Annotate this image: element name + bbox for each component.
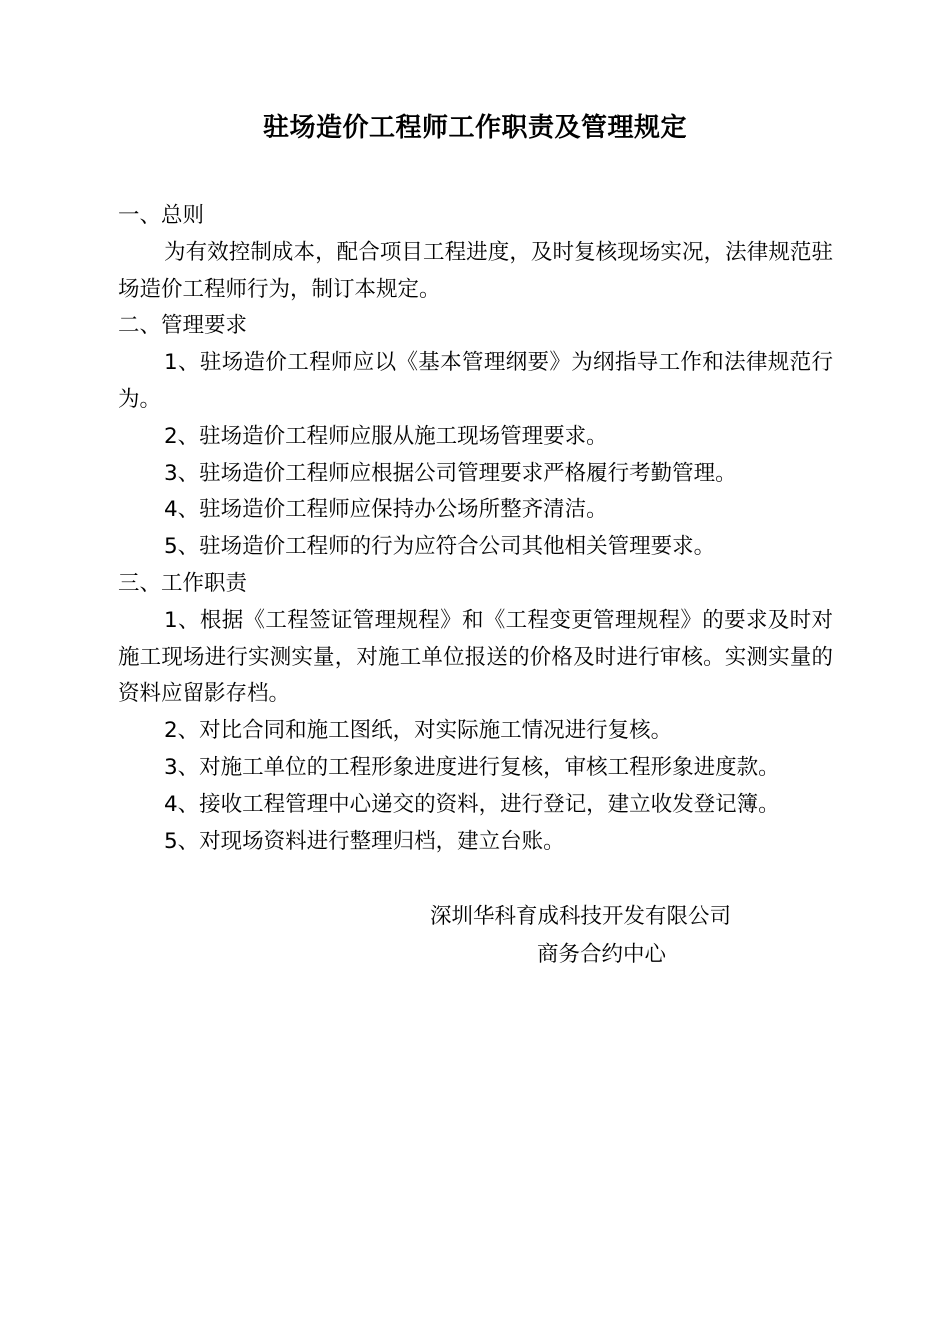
section-management-requirements — [118, 308, 833, 566]
paragraph: 3、对施工单位的工程形象进度进行复核，审核工程形象进度款。 — [164, 754, 780, 780]
section-job-responsibilities — [118, 566, 833, 860]
section-heading: 三、工作职责 — [118, 570, 248, 596]
paragraph: 为有效控制成本，配合项目工程进度，及时复核现场实况，法律规范驻场造价工程师行为，制订本规定。 — [118, 239, 833, 302]
document-title: 驻场造价工程师工作职责及管理规定 — [262, 113, 687, 143]
section-heading: 二、管理要求 — [118, 313, 248, 339]
section-general — [118, 198, 833, 308]
document-body — [118, 198, 833, 860]
signature-department: 商务合约中心 — [537, 942, 667, 967]
paragraph: 2、对比合同和施工图纸，对实际施工情况进行复核。 — [164, 718, 673, 744]
paragraph: 5、驻场造价工程师的行为应符合公司其他相关管理要求。 — [164, 534, 716, 560]
signature-company: 深圳华科育成科技开发有限公司 — [430, 904, 732, 929]
paragraph: 5、对现场资料进行整理归档，建立台账。 — [164, 828, 565, 854]
paragraph: 2、驻场造价工程师应服从施工现场管理要求。 — [164, 423, 608, 449]
paragraph: 1、驻场造价工程师应以《基本管理纲要》为纲指导工作和法律规范行为。 — [118, 350, 833, 412]
section-heading: 一、总则 — [118, 203, 205, 228]
paragraph: 4、接收工程管理中心递交的资料，进行登记，建立收发登记簿。 — [164, 791, 780, 817]
paragraph: 4、驻场造价工程师应保持办公场所整齐清洁。 — [164, 497, 608, 523]
paragraph: 1、根据《工程签证管理规程》和《工程变更管理规程》的要求及时对施工现场进行实测实量，对施工单位报送的价格及时进行审核。实测实量的资料应留影存档。 — [118, 607, 833, 707]
paragraph: 3、驻场造价工程师应根据公司管理要求严格履行考勤管理。 — [164, 460, 737, 486]
